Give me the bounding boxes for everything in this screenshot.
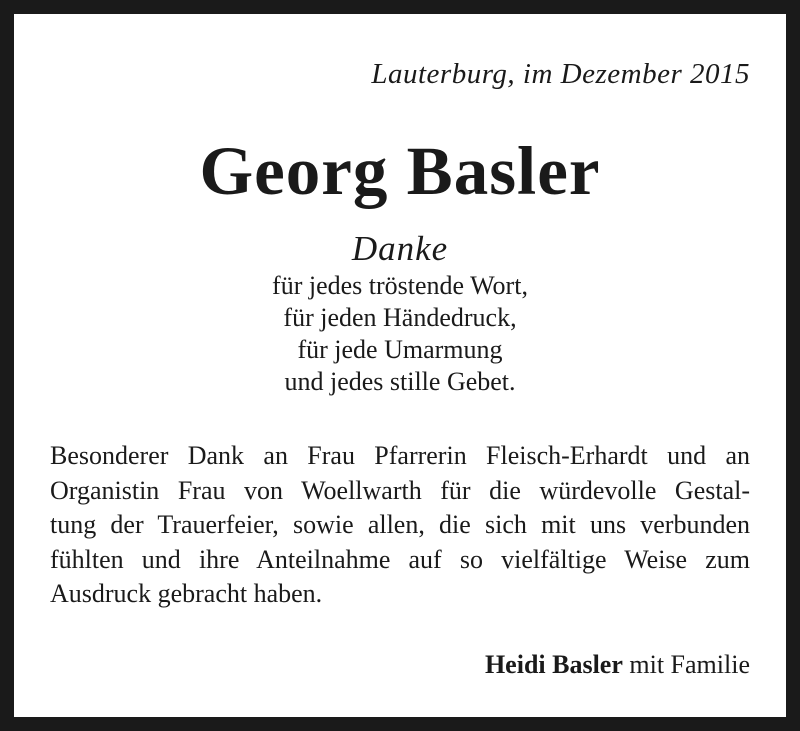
paragraph-line: Organistin Frau von Woellwarth für die würdevolle Gestal- [50, 475, 750, 505]
signature [485, 650, 750, 680]
danke-heading: Danke [351, 229, 449, 268]
paragraph-line: Ausdruck gebracht haben. [50, 579, 323, 608]
deceased-name: Georg Basler [199, 133, 601, 209]
thanks-line: für jeden Händedruck, [283, 303, 517, 332]
thanks-line: für jede Umarmung [297, 335, 503, 364]
thanks-list [14, 270, 786, 398]
acknowledgement-paragraph [50, 439, 750, 612]
thanks-line: und jedes stille Gebet. [284, 367, 516, 396]
signature-name: Heidi Basler [484, 650, 623, 679]
paragraph-line: tung der Trauerfeier, sowie allen, die sich mit uns verbunden [50, 510, 750, 539]
paragraph-line: Besonderer Dank an Frau Pfarrerin Fleisch-Erhardt und an [50, 441, 750, 470]
place-date: Lauterburg, im Dezember 2015 [371, 58, 750, 90]
signature-suffix: mit Familie [629, 650, 750, 679]
paragraph-line: fühlten und ihre Anteilnahme auf so vielfältige Weise zum [50, 544, 750, 574]
thanks-line: für jedes tröstende Wort, [272, 271, 528, 300]
